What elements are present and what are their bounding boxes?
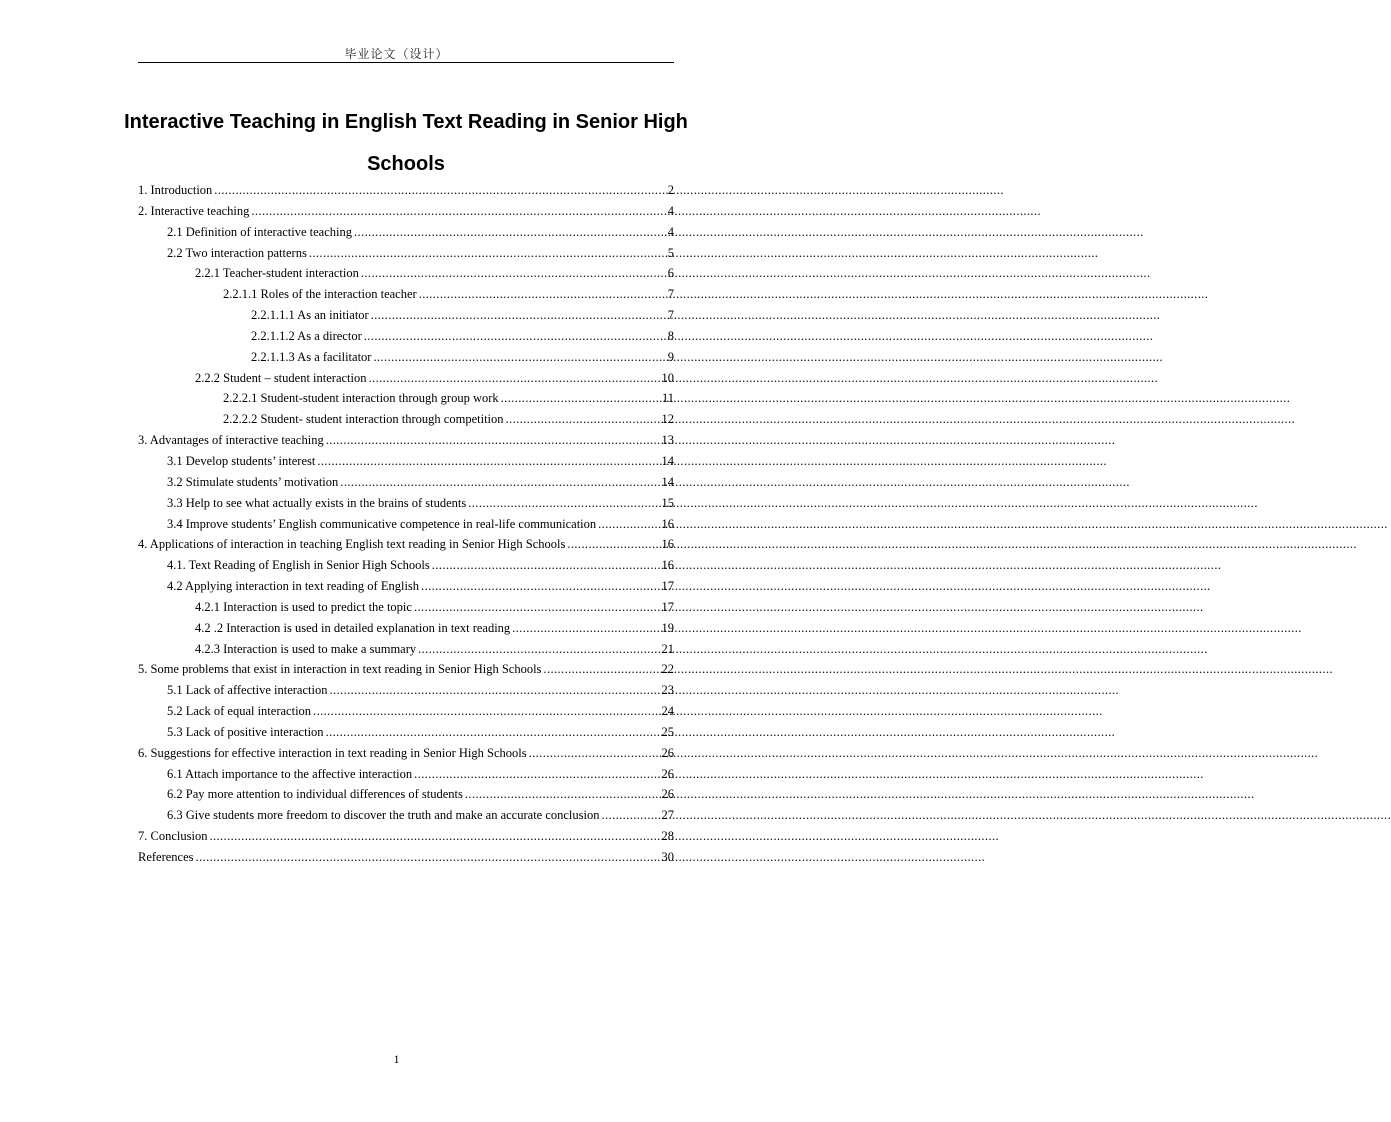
toc-entry-page: 11 [661,391,674,406]
toc-entry-page: 23 [661,683,674,698]
toc-dot-leader [465,784,661,805]
toc-entry-page: 14 [661,474,674,489]
toc-entry-page: 19 [661,620,674,635]
toc-entry-page: 22 [661,662,674,677]
toc-entry[interactable] [138,701,674,722]
toc-entry[interactable] [138,514,674,535]
toc-dot-leader [414,764,660,785]
toc-entry-title: 4.2 Applying interaction in text reading of English [167,579,420,594]
toc-entry-page: 4 [667,224,674,239]
toc-dot-leader [567,534,660,555]
table-of-contents [138,180,674,868]
document-title: Interactive Teaching in English Text Reading in Senior High Schools [124,111,688,175]
toc-entry-title: 7. Conclusion [138,829,208,844]
toc-entry[interactable] [138,805,674,826]
toc-entry-page: 5 [667,245,674,260]
toc-entry[interactable] [138,347,674,368]
toc-dot-leader [317,451,660,472]
toc-entry-title: 2. Interactive teaching [138,203,250,218]
toc-dot-leader [214,180,666,201]
toc-entry-page: 25 [661,724,674,739]
toc-entry-title: 3.4 Improve students’ English communicative competence in real-life communication [167,516,597,531]
toc-entry[interactable] [138,597,674,618]
toc-entry[interactable] [138,826,674,847]
toc-entry-page: 21 [661,641,674,656]
toc-entry-page: 17 [661,579,674,594]
toc-dot-leader [326,430,661,451]
toc-entry-title: 5.3 Lack of positive interaction [167,724,324,739]
toc-entry-title: 5.1 Lack of affective interaction [167,683,328,698]
toc-entry-title: 2.2.1.1.2 As a director [251,328,362,343]
toc-entry[interactable] [138,409,674,430]
toc-dot-leader [251,201,666,222]
toc-entry-page: 9 [667,349,674,364]
toc-entry-page: 24 [661,704,674,719]
toc-entry[interactable] [138,284,674,305]
toc-entry-page: 16 [661,516,674,531]
toc-entry-page: 28 [661,829,674,844]
toc-entry-page: 7 [667,287,674,302]
toc-dot-leader [196,847,661,868]
toc-entry-title: 4.2.1 Interaction is used to predict the topic [195,599,412,614]
toc-entry-page: 14 [661,453,674,468]
toc-entry[interactable] [138,743,674,764]
toc-entry-title: 6. Suggestions for effective interaction in text reading in Senior High Schools [138,745,527,760]
toc-entry[interactable] [138,472,674,493]
toc-dot-leader [309,243,667,264]
toc-entry-title: 6.2 Pay more attention to individual differences of students [167,787,463,802]
toc-entry[interactable] [138,451,674,472]
toc-entry-page: 15 [661,495,674,510]
header-divider [138,62,674,63]
toc-entry-title: 1. Introduction [138,183,213,197]
toc-dot-leader [543,659,660,680]
toc-dot-leader [506,409,661,430]
toc-entry-page: 30 [661,850,674,864]
toc-entry[interactable] [138,639,674,660]
toc-entry[interactable] [138,430,674,451]
toc-entry-title: 2.2.2.2 Student- student interaction through competition [223,412,504,427]
toc-entry-title: 5. Some problems that exist in interaction in text reading in Senior High Schools [138,662,542,677]
toc-entry-title: 2.2.1.1 Roles of the interaction teacher [223,287,417,302]
toc-entry-page: 10 [661,370,674,385]
toc-entry[interactable] [138,618,674,639]
toc-dot-leader [501,388,661,409]
toc-entry[interactable] [138,368,674,389]
toc-dot-leader [421,576,660,597]
toc-entry[interactable] [138,555,674,576]
toc-entry[interactable] [138,326,674,347]
toc-dot-leader [371,305,667,326]
toc-dot-leader [340,472,660,493]
toc-entry[interactable] [138,222,674,243]
toc-dot-leader [373,347,666,368]
toc-dot-leader [419,284,667,305]
toc-entry[interactable] [138,576,674,597]
toc-entry-title: 4. Applications of interaction in teaching English text reading in Senior High Schools [138,537,566,552]
toc-entry-title: 3. Advantages of interactive teaching [138,433,324,448]
toc-entry-title: References [138,850,194,864]
toc-dot-leader [361,263,667,284]
toc-entry-title: 2.2.2.1 Student-student interaction through group work [223,391,499,406]
toc-entry-title: 6.1 Attach importance to the affective interaction [167,766,413,781]
toc-entry-title: 2.2.2 Student – student interaction [195,370,367,385]
toc-entry[interactable] [138,784,674,805]
toc-dot-leader [329,680,660,701]
toc-entry[interactable] [138,764,674,785]
toc-entry[interactable] [138,388,674,409]
toc-entry-page: 26 [661,766,674,781]
toc-entry[interactable] [138,305,674,326]
toc-entry-title: 3.2 Stimulate students’ motivation [167,474,339,489]
toc-entry-title: 5.2 Lack of equal interaction [167,704,312,719]
toc-entry-title: 6.3 Give students more freedom to discover the truth and make an accurate conclusion [167,808,600,823]
toc-dot-leader [414,597,661,618]
toc-entry-page: 13 [661,433,674,448]
toc-entry[interactable] [138,680,674,701]
toc-entry[interactable] [138,263,674,284]
toc-entry-page: 2 [667,183,674,197]
toc-dot-leader [529,743,661,764]
toc-entry-page: 17 [661,599,674,614]
toc-entry[interactable] [138,847,674,868]
toc-entry-title: 2.1 Definition of interactive teaching [167,224,353,239]
toc-entry-page: 4 [667,203,674,218]
toc-entry-page: 6 [667,266,674,281]
toc-dot-leader [209,826,660,847]
toc-entry[interactable] [138,659,674,680]
toc-dot-leader [468,493,660,514]
toc-dot-leader [369,368,661,389]
page-header-title: 毕业论文（设计） [344,47,449,61]
toc-entry[interactable] [138,201,674,222]
toc-entry-title: 2.2.1 Teacher-student interaction [195,266,359,281]
toc-entry-title: 4.2 .2 Interaction is used in detailed explanation in text reading [195,620,511,635]
toc-entry[interactable] [138,722,674,743]
toc-dot-leader [418,639,660,660]
toc-entry[interactable] [138,493,674,514]
toc-entry-page: 7 [667,308,674,323]
toc-entry-page: 8 [667,328,674,343]
toc-entry-page: 16 [661,537,674,552]
toc-entry-page: 12 [661,412,674,427]
toc-entry-title: 2.2.1.1.3 As a facilitator [251,349,372,364]
toc-dot-leader [598,514,660,535]
toc-dot-leader [602,805,661,826]
toc-dot-leader [512,618,660,639]
toc-dot-leader [354,222,667,243]
toc-entry[interactable] [138,534,674,555]
toc-entry[interactable] [138,180,674,201]
toc-entry[interactable] [138,243,674,264]
toc-dot-leader [432,555,661,576]
toc-entry-title: 4.2.3 Interaction is used to make a summary [195,641,417,656]
toc-entry-title: 2.2.1.1.1 As an initiator [251,308,369,323]
toc-entry-title: 2.2 Two interaction patterns [167,245,307,260]
toc-dot-leader [364,326,667,347]
toc-entry-title: 3.1 Develop students’ interest [167,453,316,468]
page-number: 1 [393,1052,400,1066]
toc-entry-page: 26 [661,745,674,760]
toc-entry-title: 4.1. Text Reading of English in Senior High Schools [167,558,430,573]
toc-dot-leader [326,722,661,743]
toc-entry-page: 27 [661,808,674,823]
toc-entry-page: 16 [661,558,674,573]
toc-dot-leader [313,701,660,722]
toc-entry-page: 26 [661,787,674,802]
toc-entry-title: 3.3 Help to see what actually exists in the brains of students [167,495,467,510]
